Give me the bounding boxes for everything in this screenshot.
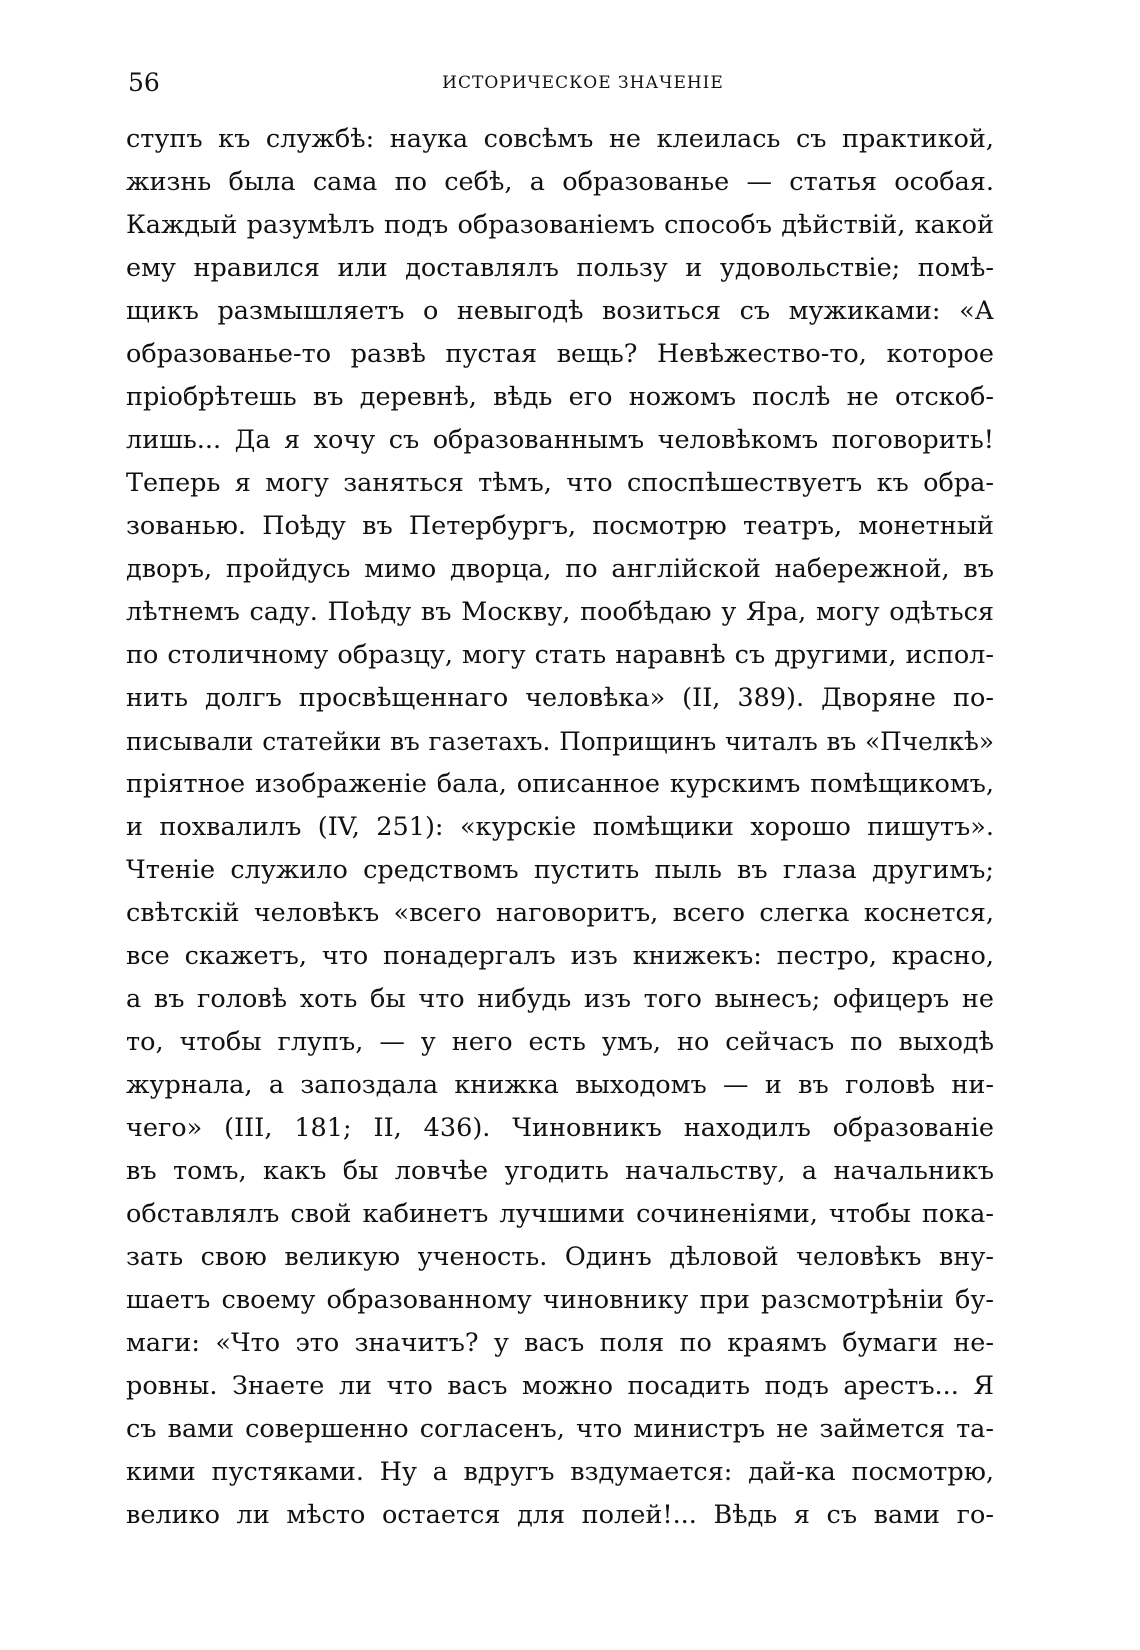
body-text [126, 118, 994, 1537]
text-line: съ вами совершенно согласенъ, что министръ не займется та- [126, 1414, 994, 1444]
text-line: кими пустяками. Ну а вдругъ вздумается: дай-ка посмотрю, [126, 1457, 994, 1487]
text-line: жизнь была сама по себѣ, а образованье — статья особая. [126, 167, 994, 197]
text-line: свѣтскій человѣкъ «всего наговоритъ, всего слегка коснется, [126, 898, 994, 928]
text-line: по столичному образцу, могу стать наравнѣ съ другими, испол- [126, 640, 994, 670]
text-line: велико ли мѣсто остается для полей!... Вѣдь я съ вами го- [126, 1500, 994, 1530]
text-line: лѣтнемъ саду. Поѣду въ Москву, пообѣдаю у Яра, могу одѣться [126, 597, 994, 627]
text-line: ступъ къ службѣ: наука совсѣмъ не клеилась съ практикой, [126, 124, 994, 154]
text-line: писывали статейки въ газетахъ. Поприщинъ читалъ въ «Пчелкѣ» [126, 727, 994, 756]
running-head [128, 66, 998, 100]
text-line: маги: «Что это значитъ? у васъ поля по краямъ бумаги не- [126, 1328, 994, 1358]
text-line: щикъ размышляетъ о невыгодѣ возиться съ мужиками: «А [126, 296, 994, 326]
text-line: зованью. Поѣду въ Петербургъ, посмотрю театръ, монетный [126, 511, 994, 541]
text-line: пріятное изображеніе бала, описанное курскимъ помѣщикомъ, [126, 769, 994, 799]
running-title: ИСТОРИЧЕСКОЕ ЗНАЧЕНІЕ [442, 73, 724, 93]
text-line: чего» (III, 181; II, 436). Чиновникъ находилъ образованіе [126, 1113, 994, 1143]
text-line: то, чтобы глупъ, — у него есть умъ, но сейчасъ по выходѣ [126, 1027, 994, 1057]
text-line: а въ головѣ хоть бы что нибудь изъ того вынесъ; офицеръ не [126, 984, 994, 1014]
text-line: въ томъ, какъ бы ловчѣе угодить начальству, а начальникъ [126, 1156, 994, 1186]
text-line: Теперь я могу заняться тѣмъ, что споспѣшествуетъ къ обра- [126, 468, 994, 498]
text-line: журнала, а запоздала книжка выходомъ — и въ головѣ ни- [126, 1070, 994, 1100]
text-line: все скажетъ, что понадергалъ изъ книжекъ: пестро, красно, [126, 941, 994, 971]
text-line: ему нравился или доставлялъ пользу и удовольствіе; помѣ- [126, 253, 994, 283]
text-line: обставлялъ свой кабинетъ лучшими сочиненіями, чтобы пока- [126, 1199, 994, 1229]
text-line: лишь... Да я хочу съ образованнымъ человѣкомъ поговорить! [126, 425, 994, 455]
text-line: зать свою великую ученость. Одинъ дѣловой человѣкъ вну- [126, 1242, 994, 1272]
text-line: и похвалилъ (IV, 251): «курскіе помѣщики хорошо пишутъ». [126, 812, 994, 842]
page-number: 56 [128, 68, 160, 97]
text-line: пріобрѣтешь въ деревнѣ, вѣдь его ножомъ послѣ не отскоб- [126, 382, 994, 412]
text-line: нить долгъ просвѣщеннаго человѣка» (II, 389). Дворяне по- [126, 683, 994, 713]
text-line: Чтеніе служило средствомъ пустить пыль въ глаза другимъ; [126, 855, 994, 885]
text-line: Каждый разумѣлъ подъ образованіемъ способъ дѣйствій, какой [126, 210, 994, 240]
text-line: ровны. Знаете ли что васъ можно посадить подъ арестъ... Я [126, 1371, 994, 1401]
text-line: дворъ, пройдусь мимо дворца, по англійской набережной, въ [126, 554, 994, 584]
text-line: образованье-то развѣ пустая вещь? Невѣжество-то, которое [126, 339, 994, 369]
text-line: шаетъ своему образованному чиновнику при разсмотрѣніи бу- [126, 1285, 994, 1315]
